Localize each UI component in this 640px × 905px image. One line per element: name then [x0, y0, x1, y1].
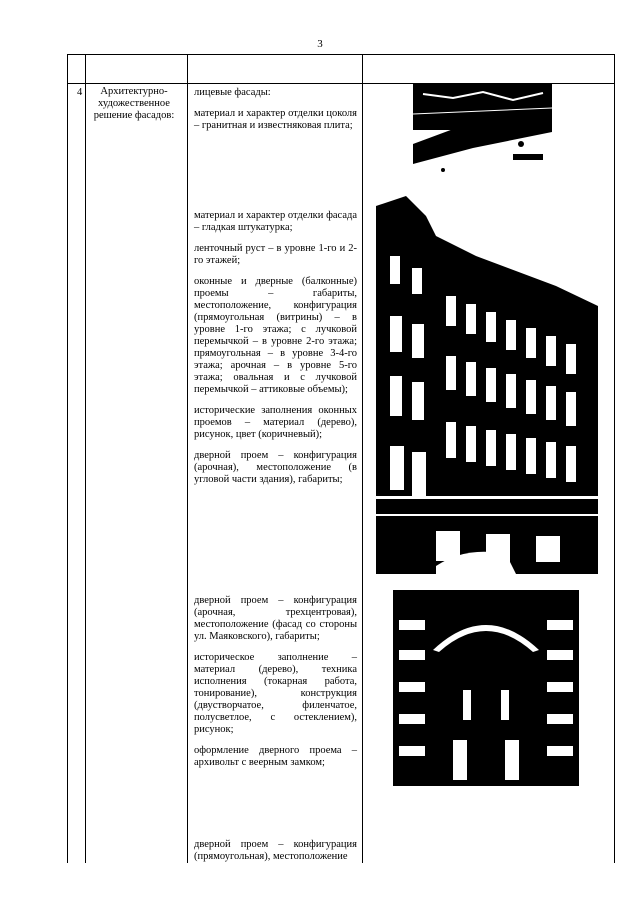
description-paragraph: оконные и дверные (балконные) проемы – габариты, местоположение, конфигурация (прямоугольная (витрины) – в уровне 1-го этажа; с лучковой перемычкой – в уровне 2-го этажа; прямоугольная – в уровне 3-4-го этажа; арочная – в уровне 5-го этажа; овальная и с лучковой перемычкой – аттиковые объемы);: [194, 276, 357, 395]
description-paragraph: материал и характер отделки фасада – гладкая штукатурка;: [194, 210, 357, 233]
description-paragraph: оформление дверного проема – архивольт с веерным замком;: [194, 745, 357, 768]
row-number: 4: [77, 87, 83, 98]
table-border-top: [67, 54, 615, 55]
column-divider: [85, 54, 86, 863]
table-border-left: [67, 54, 68, 863]
description-paragraph: материал и характер отделки цоколя – гранитная и известняковая плита;: [194, 108, 357, 131]
table-border-right: [614, 54, 615, 863]
plinth-photo: [413, 84, 552, 176]
description-paragraph: дверной проем – конфигурация (прямоугольная), местоположение: [194, 839, 357, 862]
building-facade-photo: [376, 196, 598, 574]
column-divider: [187, 54, 188, 863]
description-paragraph: лицевые фасады:: [194, 87, 271, 98]
description-paragraph: ленточный руст – в уровне 1-го и 2-го этажей;: [194, 243, 357, 266]
description-paragraph: историческое заполнение – материал (дерево), техника исполнения (токарная работа, тонирование), конструкция (двустворчатое, филенчатое, полусветлое, с остеклением), рисунок;: [194, 652, 357, 735]
description-block-1: [194, 87, 357, 141]
column-divider: [362, 54, 363, 863]
description-block-4: [194, 839, 357, 872]
section-title: Архитектурно-художественное решение фасадов:: [93, 86, 175, 121]
description-block-3: [194, 595, 357, 778]
description-paragraph: дверной проем – конфигурация (арочная), местоположение (в угловой части здания), габариты;: [194, 450, 357, 485]
description-block-2: [194, 210, 357, 495]
description-paragraph: исторические заполнения оконных проемов – материал (дерево), рисунок, цвет (коричневый);: [194, 405, 357, 440]
page-number: 3: [317, 38, 323, 50]
description-paragraph: дверной проем – конфигурация (арочная, трехцентровая), местоположение (фасад со стороны ул. Маяковского), габариты;: [194, 595, 357, 642]
doorway-photo: [393, 590, 579, 798]
